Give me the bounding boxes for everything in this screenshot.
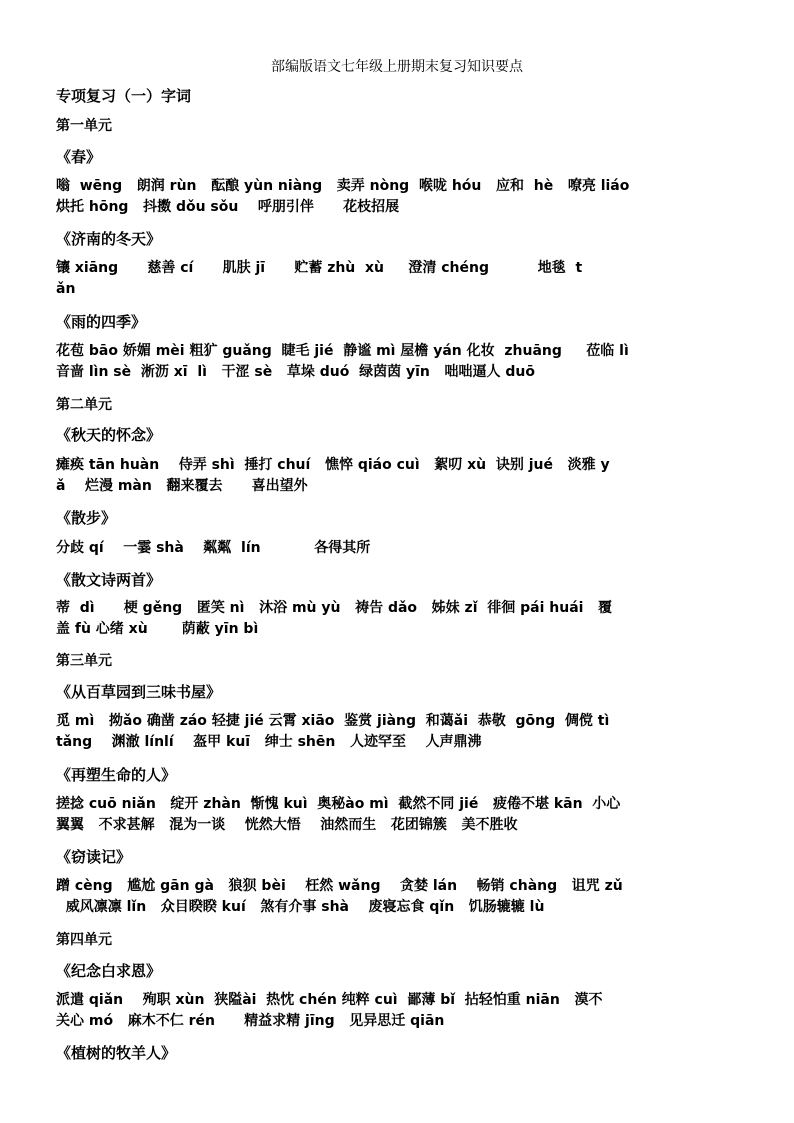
vocab-line: 蹭 cèng 尴尬 gān gà 狼狈 bèi 枉然 wǎng 贪婪 lán 畅销 chàng 诅咒 zǔ xyxy=(56,878,623,894)
vocab-line: 盖 fù 心绪 xù 荫蔽 yīn bì xyxy=(56,621,259,637)
vocab-line: 分歧 qí 一霎 shà 粼粼 lín 各得其所 xyxy=(56,540,371,556)
lesson-heading: 《散步》 xyxy=(56,509,117,527)
vocab-line: 音啬 lìn sè 淅沥 xī lì 干涩 sè 草垛 duó 绿茵茵 yīn 咄咄逼人 duō xyxy=(56,364,535,380)
lesson-heading: 《再塑生命的人》 xyxy=(56,766,177,784)
vocab-line: 瘫痪 tān huàn 侍弄 shì 捶打 chuí 憔悴 qiáo cuì 絮叨 xù 诀别 jué 淡雅 y xyxy=(56,457,610,473)
vocab-line: 蒂 dì 梗 gěng 匿笑 nì 沐浴 mù yù 祷告 dǎo 姊妹 zǐ 徘徊 pái huái 覆 xyxy=(56,600,613,616)
lesson-heading: 《春》 xyxy=(56,148,102,166)
unit-heading: 第二单元 xyxy=(56,397,112,413)
vocab-line: 搓捻 cuō niǎn 绽开 zhàn 惭愧 kuì 奥秘ào mì 截然不同 jié 疲倦不堪 kān 小心 xyxy=(56,796,621,812)
vocab-list xyxy=(56,455,738,497)
unit-heading: 第三单元 xyxy=(56,653,112,669)
vocab-line: ǎ 烂漫 màn 翻来覆去 喜出望外 xyxy=(56,478,308,494)
vocab-list xyxy=(56,258,738,300)
vocab-line: ǎn xyxy=(56,281,76,297)
vocab-list xyxy=(56,176,738,218)
lesson-heading: 《济南的冬天》 xyxy=(56,230,162,248)
vocab-list xyxy=(56,711,738,753)
vocab-line: 翼翼 不求甚解 混为一谈 恍然大悟 油然而生 花团锦簇 美不胜收 xyxy=(56,817,518,833)
vocab-line: 觅 mì 拗ǎo 确凿 záo 轻捷 jié 云霄 xiāo 鉴赏 jiàng 和蔼ǎi 恭敬 gōng 倜傥 tì xyxy=(56,713,610,729)
vocab-list xyxy=(56,341,738,383)
lesson-heading: 《雨的四季》 xyxy=(56,313,147,331)
section-heading: 专项复习（一）字词 xyxy=(56,87,192,105)
vocab-list xyxy=(56,538,738,559)
lesson-heading: 《纪念白求恩》 xyxy=(56,962,162,980)
lesson-heading: 《秋天的怀念》 xyxy=(56,426,162,444)
vocab-list xyxy=(56,794,738,836)
unit-heading: 第四单元 xyxy=(56,932,112,948)
vocab-line: 烘托 hōng 抖擞 dǒu sǒu 呼朋引伴 花枝招展 xyxy=(56,199,400,215)
lesson-heading: 《从百草园到三味书屋》 xyxy=(56,683,222,701)
unit-heading: 第一单元 xyxy=(56,118,112,134)
vocab-line: tǎng 渊澈 línlí 盔甲 kuī 绅士 shēn 人迹罕至 人声鼎沸 xyxy=(56,734,482,750)
vocab-line: 派遣 qiǎn 殉职 xùn 狭隘ài 热忱 chén 纯粹 cuì 鄙薄 bǐ 拈轻怕重 niān 漠不 xyxy=(56,992,603,1008)
vocab-line: 嗡 wēng 朗润 rùn 酝酿 yùn niàng 卖弄 nòng 喉咙 hóu 应和 hè 嘹亮 liáo xyxy=(56,178,630,194)
vocab-list xyxy=(56,598,738,640)
lesson-heading: 《散文诗两首》 xyxy=(56,571,162,589)
vocab-line: 关心 mó 麻木不仁 rén 精益求精 jīng 见异思迁 qiān xyxy=(56,1013,445,1029)
lesson-heading: 《植树的牧羊人》 xyxy=(56,1044,177,1062)
vocab-line: 花苞 bāo 娇媚 mèi 粗犷 guǎng 睫毛 jié 静谧 mì 屋檐 yán 化妆 zhuāng 莅临 lì xyxy=(56,343,629,359)
vocab-line: 威风凛凛 lǐn 众目睽睽 kuí 煞有介事 shà 废寝忘食 qǐn 饥肠辘辘 lù xyxy=(56,899,545,915)
vocab-list xyxy=(56,876,738,918)
lesson-heading: 《窃读记》 xyxy=(56,848,132,866)
vocab-list xyxy=(56,990,738,1032)
document-title: 部编版语文七年级上册期末复习知识要点 xyxy=(271,59,523,75)
vocab-line: 镶 xiāng 慈善 cí 肌肤 jī 贮蓄 zhù xù 澄清 chéng 地毯 t xyxy=(56,260,583,276)
